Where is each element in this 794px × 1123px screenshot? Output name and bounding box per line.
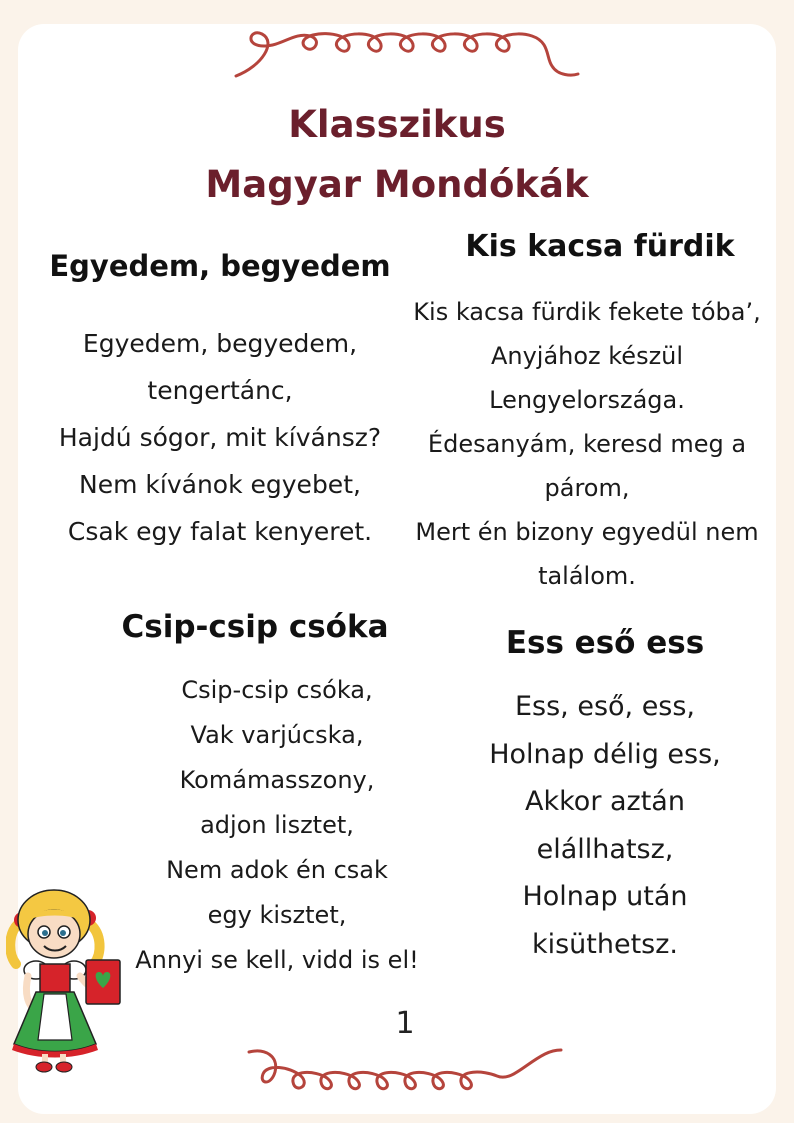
poem-line: Annyi se kell, vidd is el! — [135, 946, 419, 974]
poem-line: Hajdú sógor, mit kívánsz? — [58, 423, 382, 452]
poem-line: Egyedem, begyedem, — [82, 329, 358, 358]
poem-kis-kacsa — [397, 290, 777, 598]
poem-line: Holnap után — [522, 881, 688, 912]
title-line-2: Magyar Mondókák — [205, 163, 589, 206]
poem-line: Édesanyám, keresd meg a — [427, 430, 747, 458]
poem-line: Nem kívánok egyebet, — [79, 470, 361, 499]
poem-line: Holnap délig ess, — [489, 738, 721, 770]
poem-line: kisüthetsz. — [531, 928, 679, 960]
poem-line: egy kisztet, — [207, 901, 347, 929]
poem-line: találom. — [538, 562, 636, 590]
top-ornament-icon — [232, 22, 582, 82]
bottom-ornament-icon — [245, 1042, 565, 1098]
poem-line: Vak varjúcska, — [190, 721, 364, 749]
poem-line: Nem adok én csak — [166, 856, 388, 884]
poem-line: Kis kacsa fürdik fekete tóba’, — [413, 298, 761, 326]
poem-line: Komámasszony, — [179, 766, 375, 794]
poem-csip-csip — [112, 668, 442, 983]
poem-line: Mert én bizony egyedül nem — [415, 518, 759, 546]
title-line-1: Klasszikus — [288, 103, 506, 146]
girl-illustration-icon — [6, 884, 128, 1074]
poem-egyedem — [30, 320, 410, 555]
poem-title-csip-csip: Csip-csip csóka — [121, 609, 389, 645]
poem-line: elállhatsz, — [536, 833, 674, 865]
poem-line: Csak egy falat kenyeret. — [67, 517, 373, 546]
poem-line: Lengyelországa. — [489, 386, 685, 414]
poem-line: Akkor aztán — [525, 786, 685, 817]
poem-title-egyedem: Egyedem, begyedem — [49, 249, 391, 283]
poem-line: Ess, eső, ess, — [514, 691, 696, 722]
page-number: 1 — [395, 1006, 415, 1041]
poem-line: adjon lisztet, — [200, 811, 354, 839]
poem-title-ess-eso: Ess eső ess — [505, 625, 705, 661]
poem-line: Csip-csip csóka, — [181, 676, 373, 704]
poem-line: Anyjához készül — [490, 342, 684, 370]
poem-line: tengertánc, — [147, 376, 293, 405]
poem-line: párom, — [544, 474, 630, 502]
poem-title-kis-kacsa: Kis kacsa fürdik — [465, 229, 735, 264]
poem-ess-eso — [445, 683, 765, 968]
